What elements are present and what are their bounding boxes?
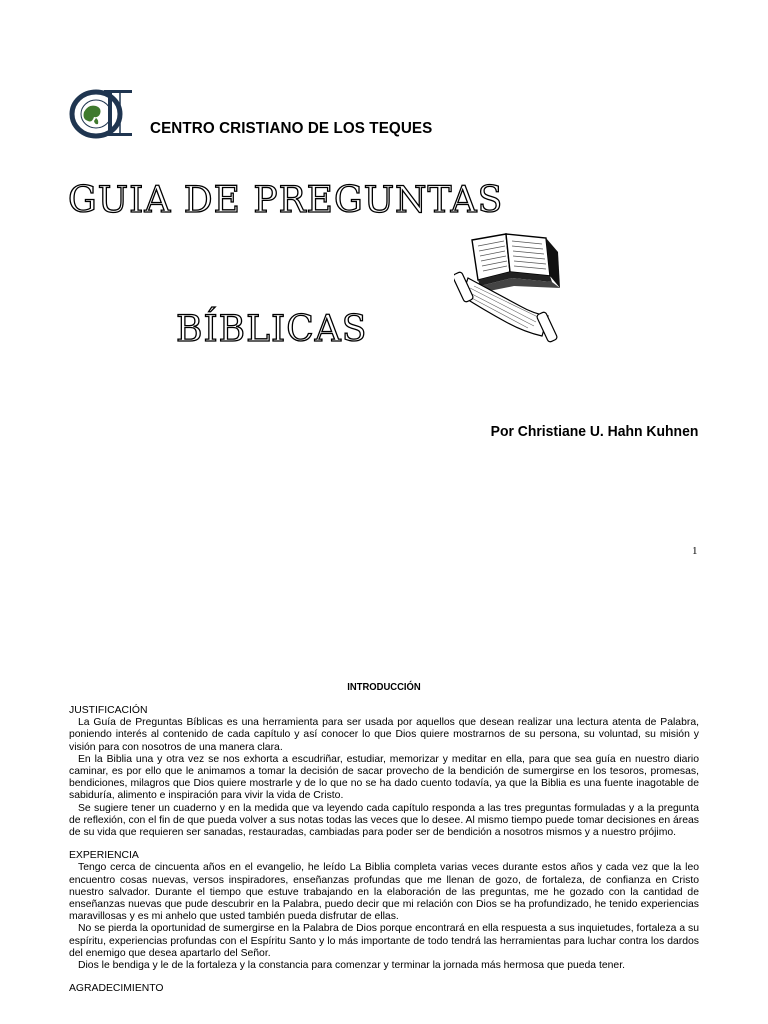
experiencia-paragraph-1: Tengo cerca de cincuenta años en el evangelio, he leído La Biblia completa varias veces durante estos años y cada vez que la leo encuentro cosas nuevas, versos inspiradores, enseñanzas profundas que me llenan de gozo, de fortaleza, de confianza en Cristo nuestro salvador. Durante el tiempo que estuve trabajando en la elaboración de las preguntas, me he gozado con la cantidad de enseñanzas nuevas que pude descubrir en la Palabra, puedo decir que mi relación con Dios se ha profundizado, he tenido experiencias maravillosas y es mi anhelo que usted también pueda disfrutar de ellas. bbox=[69, 862, 699, 923]
page-number: 1 bbox=[692, 545, 698, 557]
experiencia-paragraph-2: No se pierda la oportunidad de sumergirse en la Palabra de Dios porque encontrará en ella respuesta a sus inquietudes, fortaleza a su espíritu, experiencias profundas con el Espíritu Santo y lo más importante de todo tendrá las herramientas para luchar contra los dardos del enemigo que desea apartarlo del Señor. bbox=[69, 923, 699, 959]
document-title-line1: GUIA DE PREGUNTAS bbox=[68, 180, 504, 221]
experiencia-heading: EXPERIENCIA bbox=[69, 850, 139, 862]
experiencia-paragraph-3: Dios le bendiga y le de la fortaleza y la constancia para comenzar y terminar la jornada más hermosa que pueda tener. bbox=[78, 960, 625, 972]
organization-name: CENTRO CRISTIANO DE LOS TEQUES bbox=[150, 120, 433, 137]
justificacion-paragraph-2: En la Biblia una y otra vez se nos exhorta a escudriñar, estudiar, memorizar y meditar en ella, para que sea guía en nuestro diario caminar, es por ello que le animamos a tomar la decisión de sacar provecho de la bendición de sumergirse en los tesoros, promesas, bendiciones, milagros que Dios quiere mostrarle y de lo que no se ha dado cuento todavía, ya que la Biblia es una fuente inagotable de sabiduría, alimento e inspiración para vivir la vida de Cristo. bbox=[69, 753, 699, 802]
agradecimiento-heading: AGRADECIMIENTO bbox=[69, 983, 164, 995]
document-title-line2: BÍBLICAS bbox=[176, 309, 368, 350]
introduction-body bbox=[69, 705, 699, 995]
justificacion-heading: JUSTIFICACIÓN bbox=[69, 705, 148, 716]
author-byline: Por Christiane U. Hahn Kuhnen bbox=[490, 423, 698, 440]
ccl-logo bbox=[68, 88, 134, 140]
open-bible-and-scroll-icon bbox=[454, 232, 570, 344]
justificacion-paragraph-1: La Guía de Preguntas Bíblicas es una herramienta para ser usada por aquellos que desean realizar una lectura atenta de Palabra, poniendo interés al contenido de cada capítulo y así conocer lo que Dios quiere mostrarnos de su persona, su voluntad, su misión y visión para con nosotros de una manera clara. bbox=[69, 717, 699, 753]
introduction-heading: INTRODUCCIÓN bbox=[347, 681, 421, 693]
justificacion-paragraph-3: Se sugiere tener un cuaderno y en la medida que va leyendo cada capítulo responda a las tres preguntas formuladas y a la pregunta de reflexión, con el fin de que pueda volver a sus notas todas las veces que lo desee. Al mismo tiempo puede tomar decisiones en áreas de su vida que requieren ser sanadas, restauradas, cambiadas para poder ser de bendición a nosotros mismos y a nuestro prójimo. bbox=[69, 802, 699, 839]
